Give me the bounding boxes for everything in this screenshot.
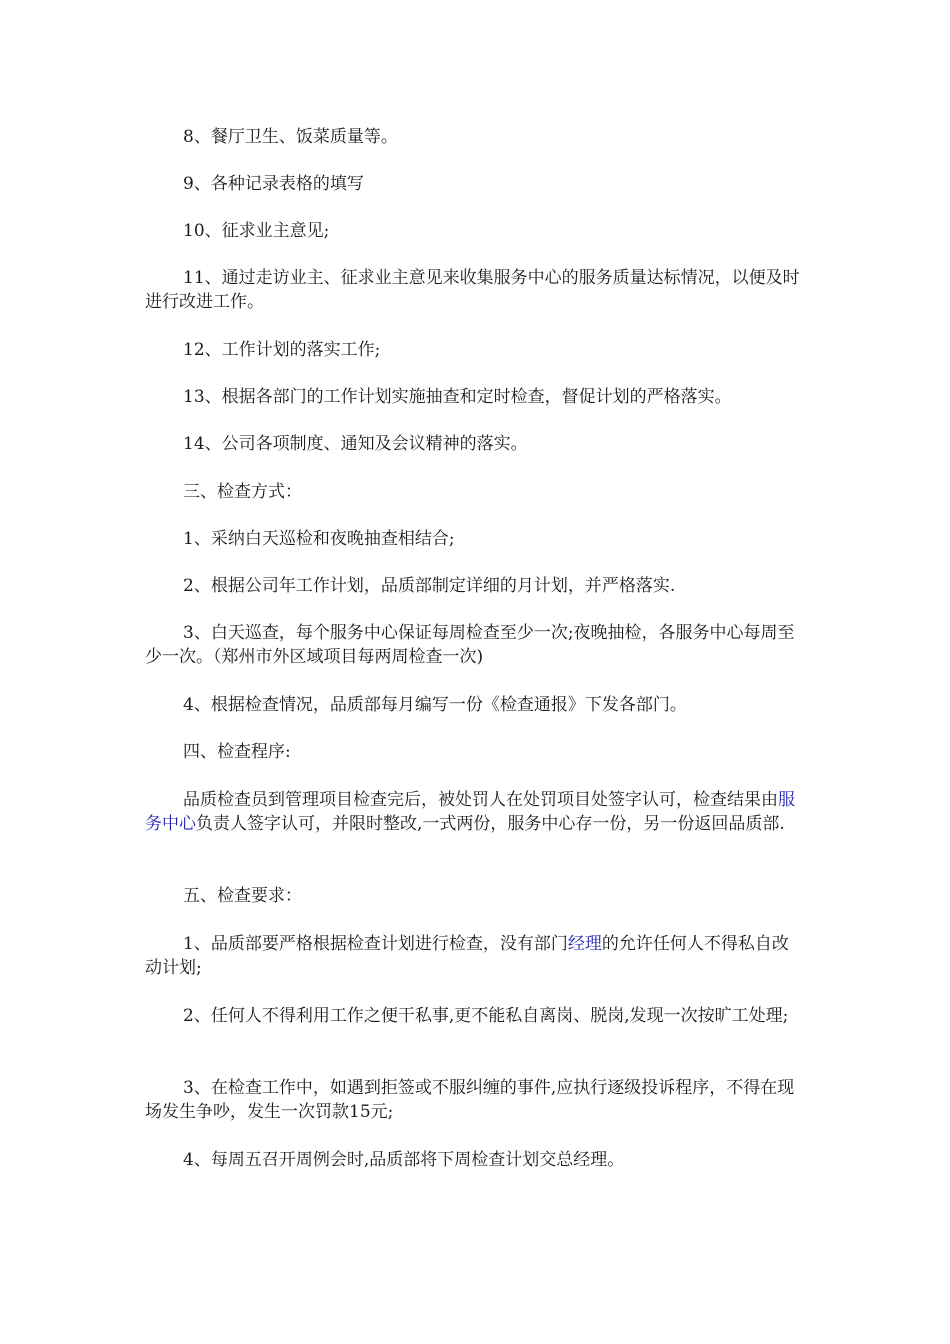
method-item-3 bbox=[145, 621, 805, 669]
requirement-item-3 bbox=[145, 1076, 805, 1124]
paragraph-text: 3、白天巡查，每个服务中心保证每周检查至少一次;夜晚抽检，各服务中心每周至少一次。（郑州市外区域项目每两周检查一次) bbox=[145, 623, 795, 667]
paragraph-text: 2、根据公司年工作计划，品质部制定详细的月计划，并严格落实. bbox=[183, 576, 676, 596]
paragraph-text: 1、品质部要严格根据检查计划进行检查，没有部门 bbox=[183, 934, 568, 954]
requirement-item-2 bbox=[145, 1004, 805, 1028]
paragraph-item-9 bbox=[145, 172, 805, 196]
method-item-4 bbox=[145, 693, 805, 717]
paragraph-text: 13、根据各部门的工作计划实施抽查和定时检查，督促计划的严格落实。 bbox=[183, 387, 732, 407]
section-heading-inspection-requirements bbox=[145, 884, 805, 908]
paragraph-item-13 bbox=[145, 385, 805, 409]
method-item-1 bbox=[145, 527, 805, 551]
service-center-link[interactable]: 服务中心 bbox=[145, 790, 795, 834]
paragraph-text: 14、公司各项制度、通知及会议精神的落实。 bbox=[183, 434, 528, 454]
paragraph-text: 10、征求业主意见; bbox=[183, 221, 330, 241]
method-item-2 bbox=[145, 574, 805, 598]
procedure-paragraph bbox=[145, 788, 805, 836]
paragraph-text: 12、工作计划的落实工作; bbox=[183, 340, 381, 360]
section-heading-inspection-procedure bbox=[145, 740, 805, 764]
paragraph-item-12 bbox=[145, 338, 805, 362]
paragraph-text: 4、根据检查情况，品质部每月编写一份《检查通报》下发各部门。 bbox=[183, 695, 687, 715]
paragraph-item-8 bbox=[145, 125, 805, 149]
requirement-item-1 bbox=[145, 932, 805, 980]
paragraph-text: 9、各种记录表格的填写 bbox=[183, 174, 364, 194]
requirement-item-4 bbox=[145, 1148, 805, 1172]
paragraph-text: 负责人签字认可，并限时整改,一式两份，服务中心存一份，另一份返回品质部. bbox=[196, 814, 785, 834]
paragraph-text: 8、餐厅卫生、饭菜质量等。 bbox=[183, 127, 398, 147]
heading-text: 五、检查要求： bbox=[183, 886, 302, 906]
paragraph-item-14 bbox=[145, 432, 805, 456]
paragraph-item-11 bbox=[145, 266, 805, 314]
paragraph-text: 4、每周五召开周例会时,品质部将下周检查计划交总经理。 bbox=[183, 1150, 625, 1170]
paragraph-text: 2、任何人不得利用工作之便干私事,更不能私自离岗、脱岗,发现一次按旷工处理; bbox=[183, 1006, 789, 1026]
paragraph-text: 品质检查员到管理项目检查完后，被处罚人在处罚项目处签字认可，检查结果由 bbox=[183, 790, 778, 810]
heading-text: 三、检查方式： bbox=[183, 482, 302, 502]
paragraph-text: 11、通过走访业主、征求业主意见来收集服务中心的服务质量达标情况，以便及时进行改进工作。 bbox=[145, 268, 800, 312]
paragraph-text: 3、在检查工作中，如遇到拒签或不服纠缠的事件,应执行逐级投诉程序，不得在现场发生争吵，发生一次罚款15元; bbox=[145, 1078, 795, 1122]
paragraph-text: 1、采纳白天巡检和夜晚抽查相结合; bbox=[183, 529, 455, 549]
section-heading-inspection-method bbox=[145, 480, 805, 504]
heading-text: 四、检查程序: bbox=[183, 742, 291, 762]
manager-link[interactable]: 经理 bbox=[567, 934, 602, 954]
paragraph-item-10 bbox=[145, 219, 805, 243]
paragraph-text: 的允许任何人不得私自改动计划; bbox=[145, 934, 789, 978]
